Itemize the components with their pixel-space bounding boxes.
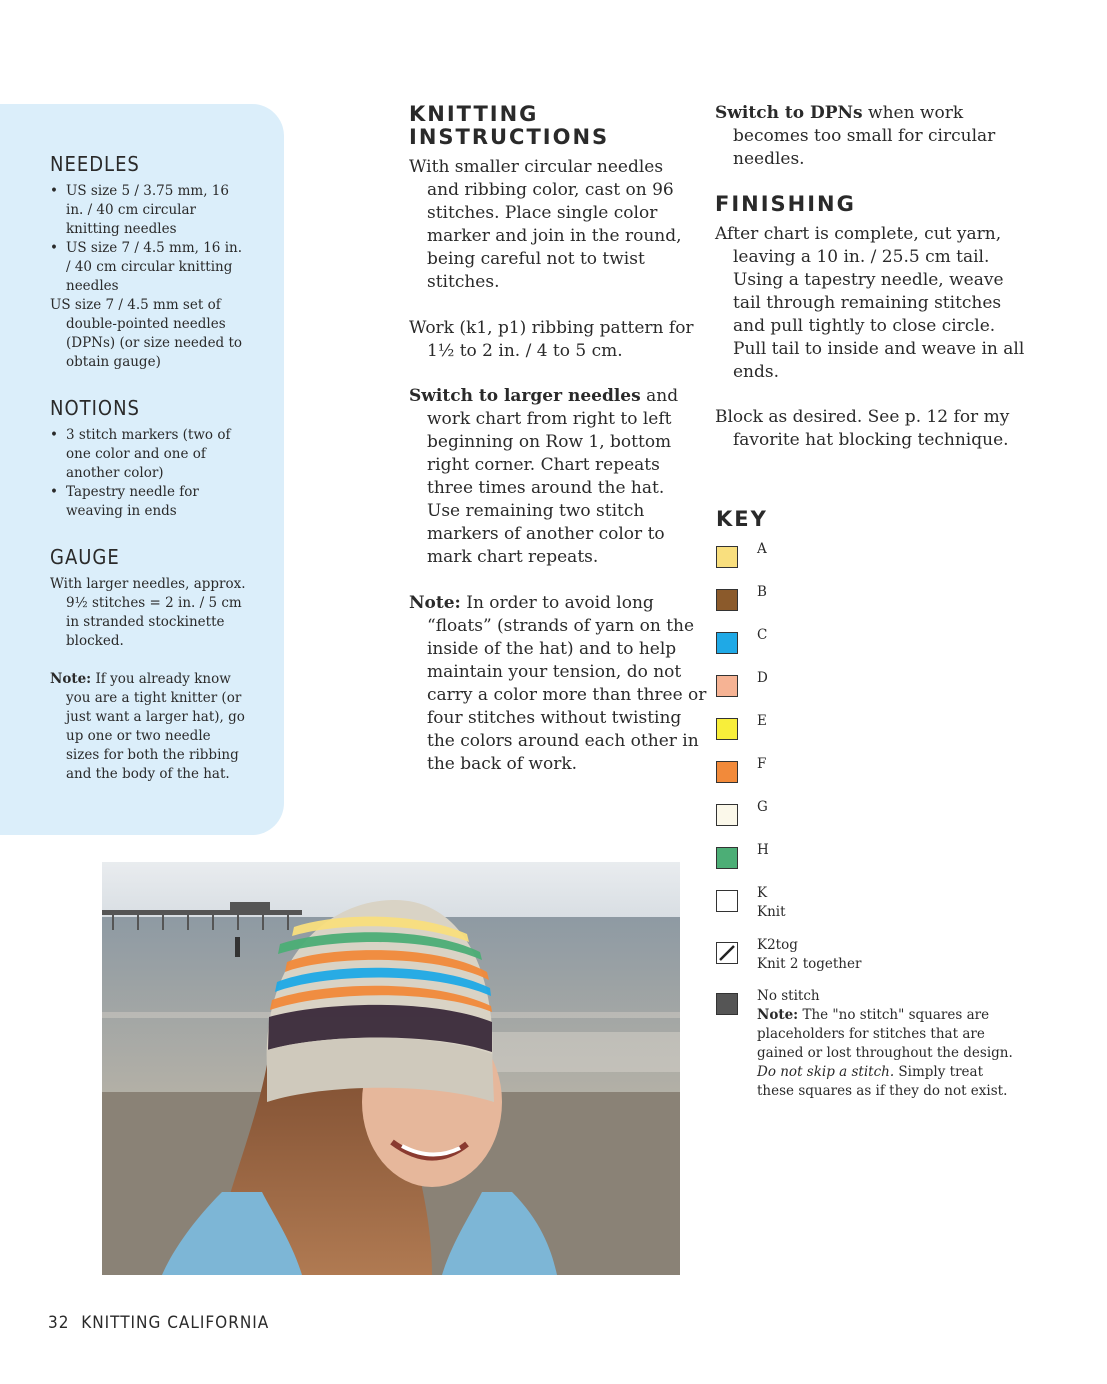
color-swatch	[716, 761, 738, 783]
finishing-para: After chart is complete, cut yarn, leaving a 10 in. / 25.5 cm tail. Using a tapestry needle, weave tail through remaining stitches and pull tightly to close circle. Pull tail to inside and weave in all ends.	[715, 224, 1025, 382]
gauge-note	[50, 670, 246, 784]
page-footer	[48, 1313, 269, 1333]
instructions-heading-line1: KNITTING	[409, 102, 539, 126]
knit-swatch	[716, 890, 738, 912]
key-label: D	[757, 670, 768, 686]
finishing-heading: FINISHING	[715, 192, 856, 216]
color-swatch	[716, 546, 738, 568]
color-swatch	[716, 718, 738, 740]
k2tog-code: K2tog	[757, 937, 798, 953]
page-number: 32	[48, 1313, 70, 1333]
color-swatch	[716, 804, 738, 826]
needles-item: • US size 5 / 3.75 mm, 16 in. / 40 cm circular knitting needles	[66, 182, 250, 239]
no-stitch-title: No stitch	[757, 988, 820, 1004]
knit-code: K	[757, 885, 768, 901]
k2tog-swatch	[716, 942, 738, 964]
key-label: E	[757, 713, 767, 729]
key-label: H	[757, 842, 769, 858]
gauge-description: With larger needles, approx. 9½ stitches = 2 in. / 5 cm in stranded stockinette blocked.	[50, 576, 246, 649]
blocking-para: Block as desired. See p. 12 for my favorite hat blocking technique.	[715, 407, 1010, 450]
dpn-bold: Switch to DPNs	[715, 103, 863, 123]
no-stitch-note-text-b: Simply treat these squares as if they do not exist.	[757, 1064, 1008, 1099]
color-swatch	[716, 847, 738, 869]
k2tog-slash-icon	[716, 942, 738, 964]
k2tog-description: Knit 2 together	[757, 956, 862, 972]
no-stitch-swatch	[716, 993, 738, 1015]
key-heading: KEY	[716, 507, 768, 531]
dpn-text: when work becomes too small for circular needles.	[733, 103, 996, 169]
key-label: B	[757, 584, 767, 600]
needles-item: • US size 7 / 4.5 mm, 16 in. / 40 cm circular knitting needles	[66, 239, 250, 296]
chart-bold: Switch to larger needles	[409, 386, 641, 406]
gauge-note-label: Note:	[50, 671, 92, 687]
color-swatch	[716, 675, 738, 697]
key-label: G	[757, 799, 768, 815]
chart-text: and work chart from right to left beginning on Row 1, bottom right corner. Chart repeats three times around the hat. Use remaining two stitch markers of another color to mark chart repeats.	[427, 386, 679, 567]
gauge-text	[50, 575, 246, 784]
key-label: F	[757, 756, 767, 772]
notions-item: • 3 stitch markers (two of one color and one of another color)	[66, 426, 250, 483]
instructions-para-chart	[409, 385, 697, 569]
needles-dpn: US size 7 / 4.5 mm set of double-pointed needles (DPNs) (or size needed to obtain gauge)	[50, 297, 243, 370]
key-label: A	[757, 541, 767, 557]
gauge-note-text: If you already know you are a tight knitter (or just want a larger hat), go up one or two needle sizes for both the ribbing and the body of the hat.	[66, 671, 245, 782]
hat-photo-illustration	[102, 862, 680, 1275]
notions-heading: NOTIONS	[50, 396, 140, 420]
gauge-heading: GAUGE	[50, 545, 120, 569]
note-text: In order to avoid long “floats” (strands of yarn on the inside of the hat) and to help maintain your tension, do not carry a color more than three or four stitches without twisting the colors around each other in the back of work.	[427, 593, 707, 774]
no-stitch-note	[757, 1006, 1017, 1101]
instructions-heading	[409, 103, 609, 149]
no-stitch-note-italic: Do not skip a stitch.	[757, 1064, 895, 1080]
instructions-para-cast-on: With smaller circular needles and ribbing color, cast on 96 stitches. Place single color marker and join in the round, being careful not to twist stitches.	[409, 157, 682, 292]
knit-description: Knit	[757, 904, 786, 920]
dpn-para	[715, 102, 1023, 171]
knit-label	[757, 884, 1017, 922]
no-stitch-label	[757, 987, 1017, 1101]
color-swatch	[716, 589, 738, 611]
needles-heading: NEEDLES	[50, 152, 140, 176]
notions-item: • Tapestry needle for weaving in ends	[66, 483, 250, 521]
key-label: C	[757, 627, 768, 643]
instructions-heading-line2: INSTRUCTIONS	[409, 125, 610, 149]
needles-list	[50, 182, 250, 372]
no-stitch-note-bold: Note:	[757, 1007, 799, 1023]
hat-photo	[102, 862, 680, 1275]
notions-list	[50, 426, 250, 521]
instructions-para-note	[409, 592, 709, 776]
no-stitch-note-text-a: The "no stitch" squares are placeholders for stitches that are gained or lost throughout the design.	[757, 1007, 1013, 1061]
book-title: KNITTING CALIFORNIA	[81, 1313, 270, 1333]
instructions-para-ribbing: Work (k1, p1) ribbing pattern for 1½ to 2 in. / 4 to 5 cm.	[409, 318, 694, 361]
k2tog-label	[757, 936, 1017, 974]
color-swatch	[716, 632, 738, 654]
note-bold: Note:	[409, 593, 461, 613]
